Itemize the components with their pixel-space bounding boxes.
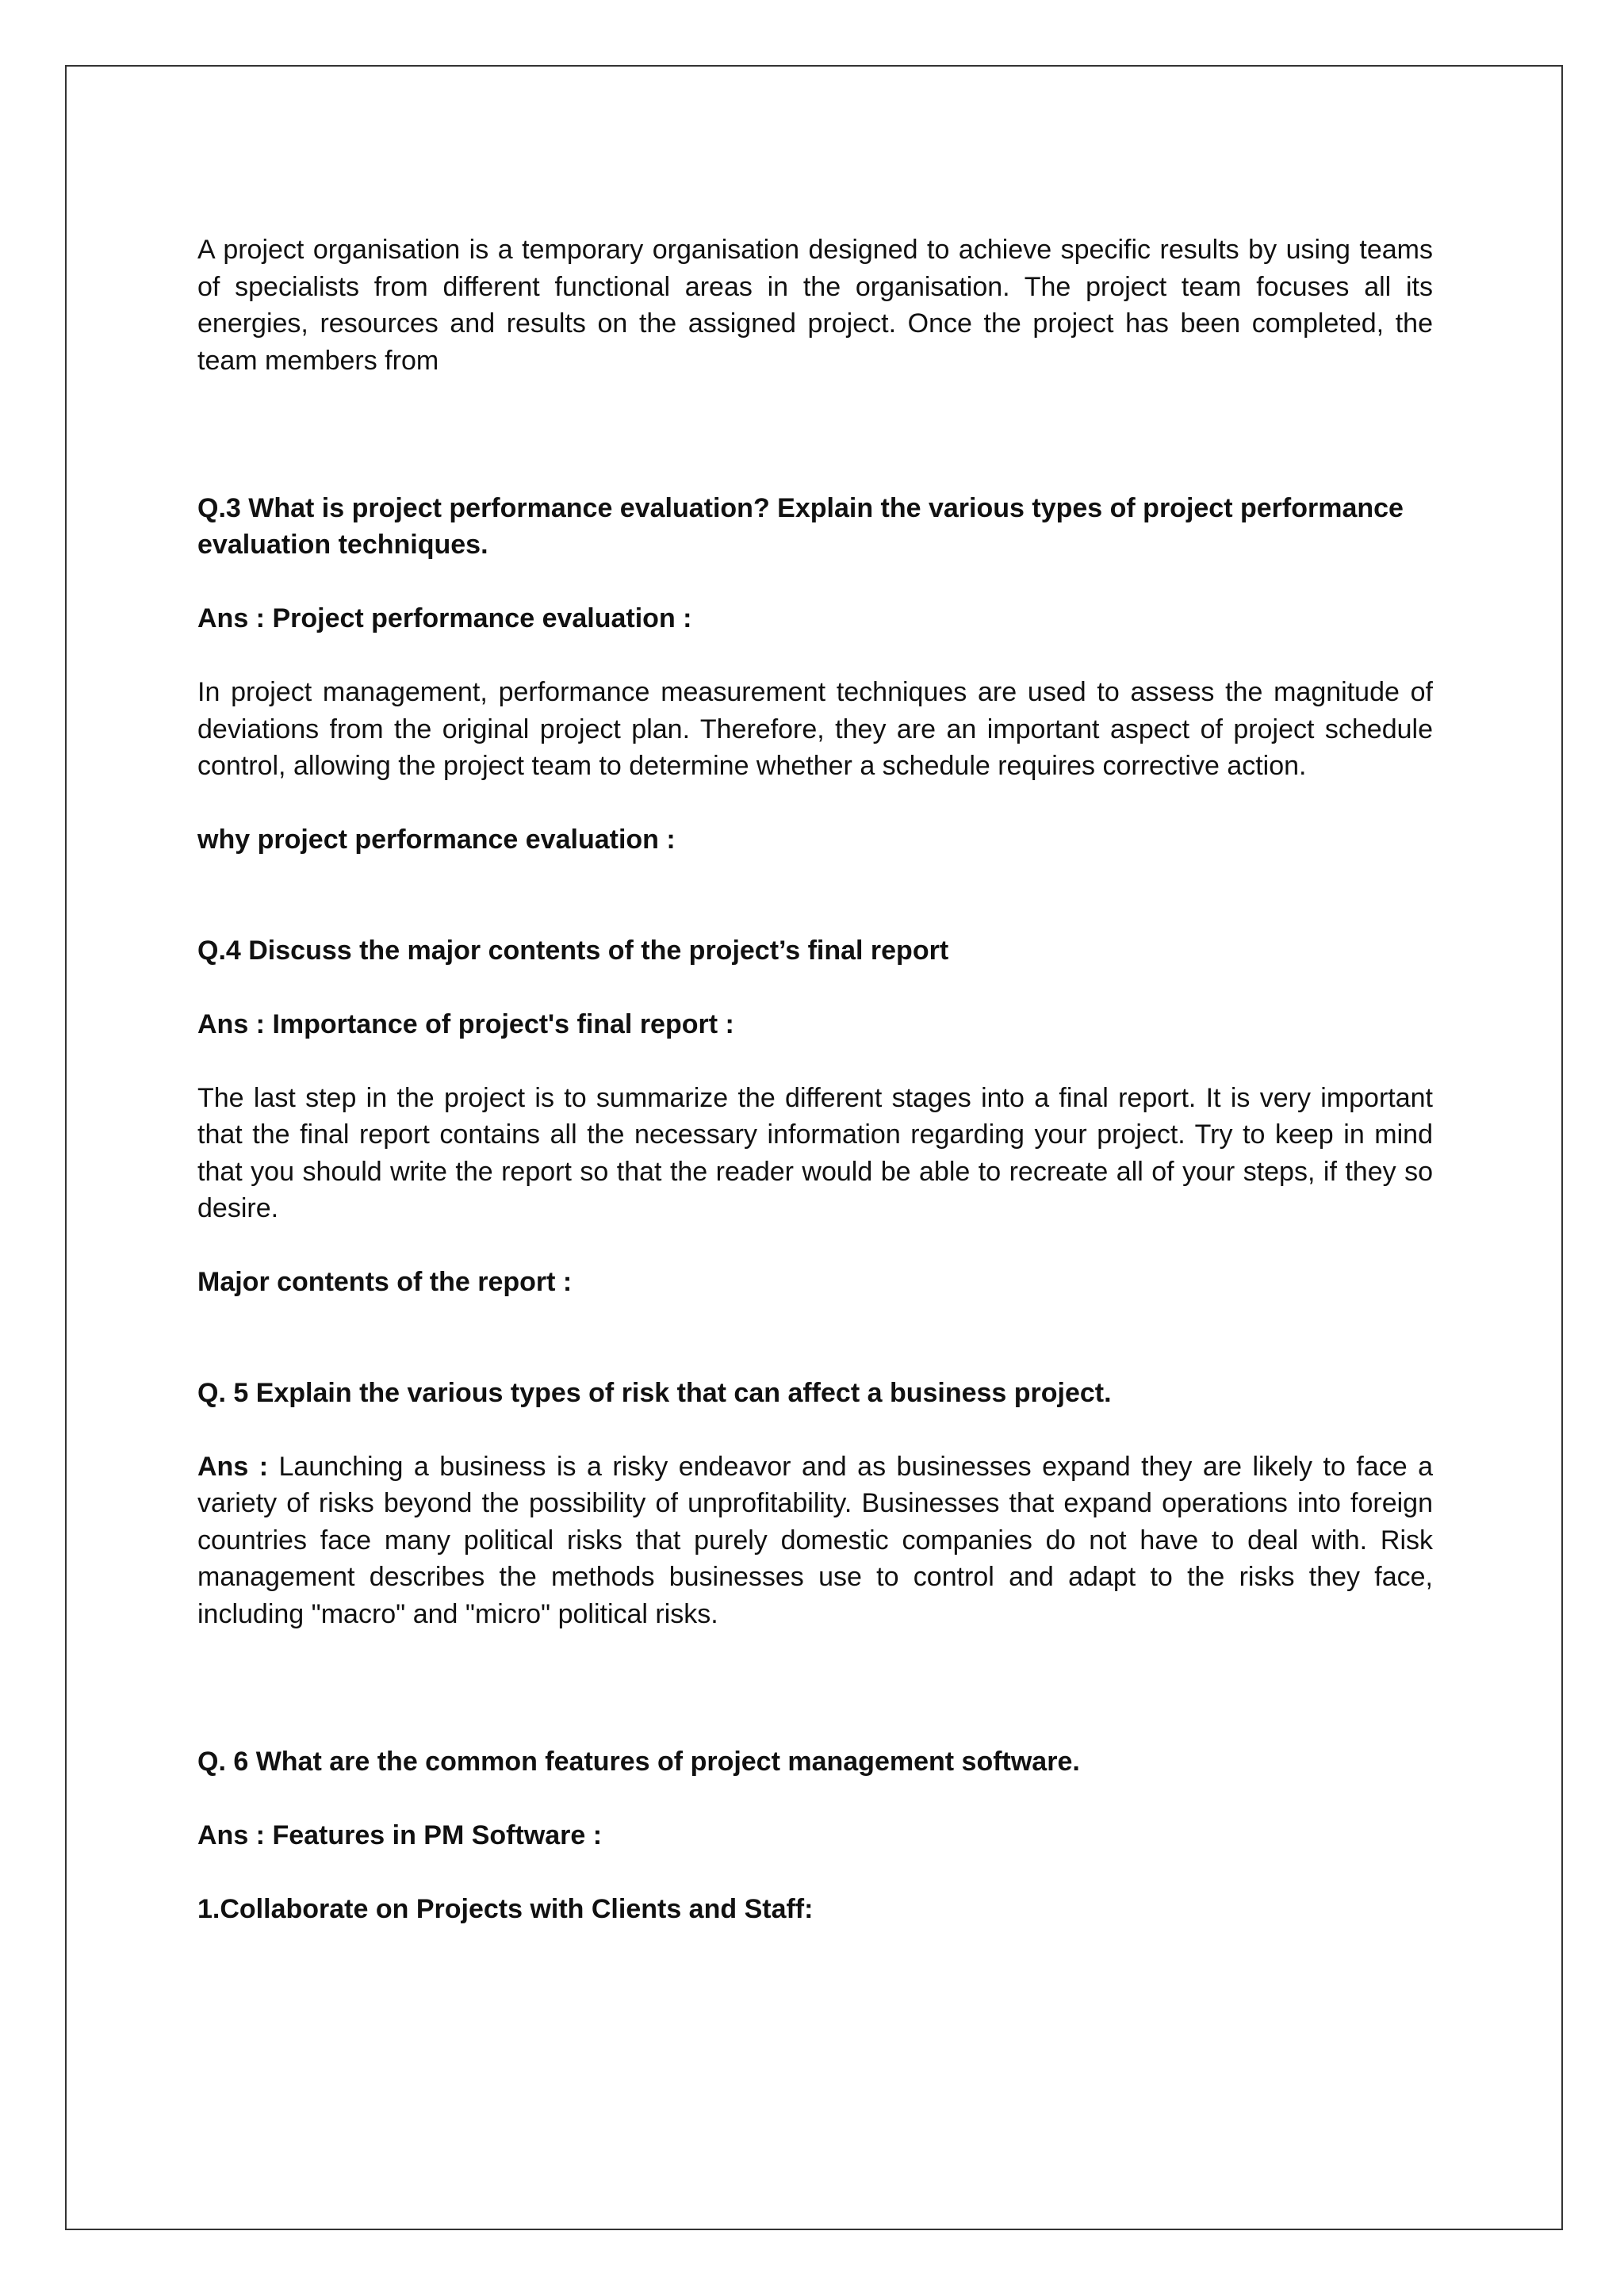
q5-answer-paragraph: Launching a business is a risky endeavor and as businesses expand they are likely to face a variety of risks beyond the possibility of unprofitability. Businesses that expand operations into foreign countries face many political risks that purely domestic companies do not have to deal with. Risk management describes the methods businesses use to control and adapt to the risks they face, including "macro" and "micro" political risks. [197,1451,1434,1629]
q6-answer-heading: Ans : Features in PM Software : [197,1820,603,1850]
q3-subheading: why project performance evaluation : [197,825,676,855]
q4-question: Q.4 Discuss the major contents of the project’s final report [197,935,949,966]
document-body [197,232,1433,1927]
q5-answer [197,1448,1433,1633]
q6-subheading: 1.Collaborate on Projects with Clients and Staff: [197,1893,814,1924]
q3-answer-paragraph: In project management, performance measurement techniques are used to assess the magnitude of deviations from the original project plan. Therefore, they are an important aspect of project schedule control, allowing the project team to determine whether a schedule requires corrective action. [197,677,1433,781]
q4-answer-paragraph: The last step in the project is to summarize the different stages into a final report. It is very important that the final report contains all the necessary information regarding your project. Try to keep in mind that you should write the report so that the reader would be able to recreate all of your steps, if they so desire. [197,1082,1433,1223]
q4-answer-heading: Ans : Importance of project's final report : [197,1008,734,1039]
q4-subheading: Major contents of the report : [197,1267,573,1297]
q6-question: Q. 6 What are the common features of project management software. [197,1746,1080,1777]
q5-question: Q. 5 Explain the various types of risk that can affect a business project. [197,1377,1112,1408]
q3-question: Q.3 What is project performance evaluation? Explain the various types of project performance evaluation techniques. [197,492,1404,560]
intro-paragraph: A project organisation is a temporary organisation designed to achieve specific results by using teams of specialists from different functional areas in the organisation. The project team focuses all its energies, resources and results on the assigned project. Once the project has been completed, the team members from [197,235,1433,376]
q3-answer-heading: Ans : Project performance evaluation : [197,603,692,633]
q5-answer-lead: Ans : [197,1451,269,1482]
